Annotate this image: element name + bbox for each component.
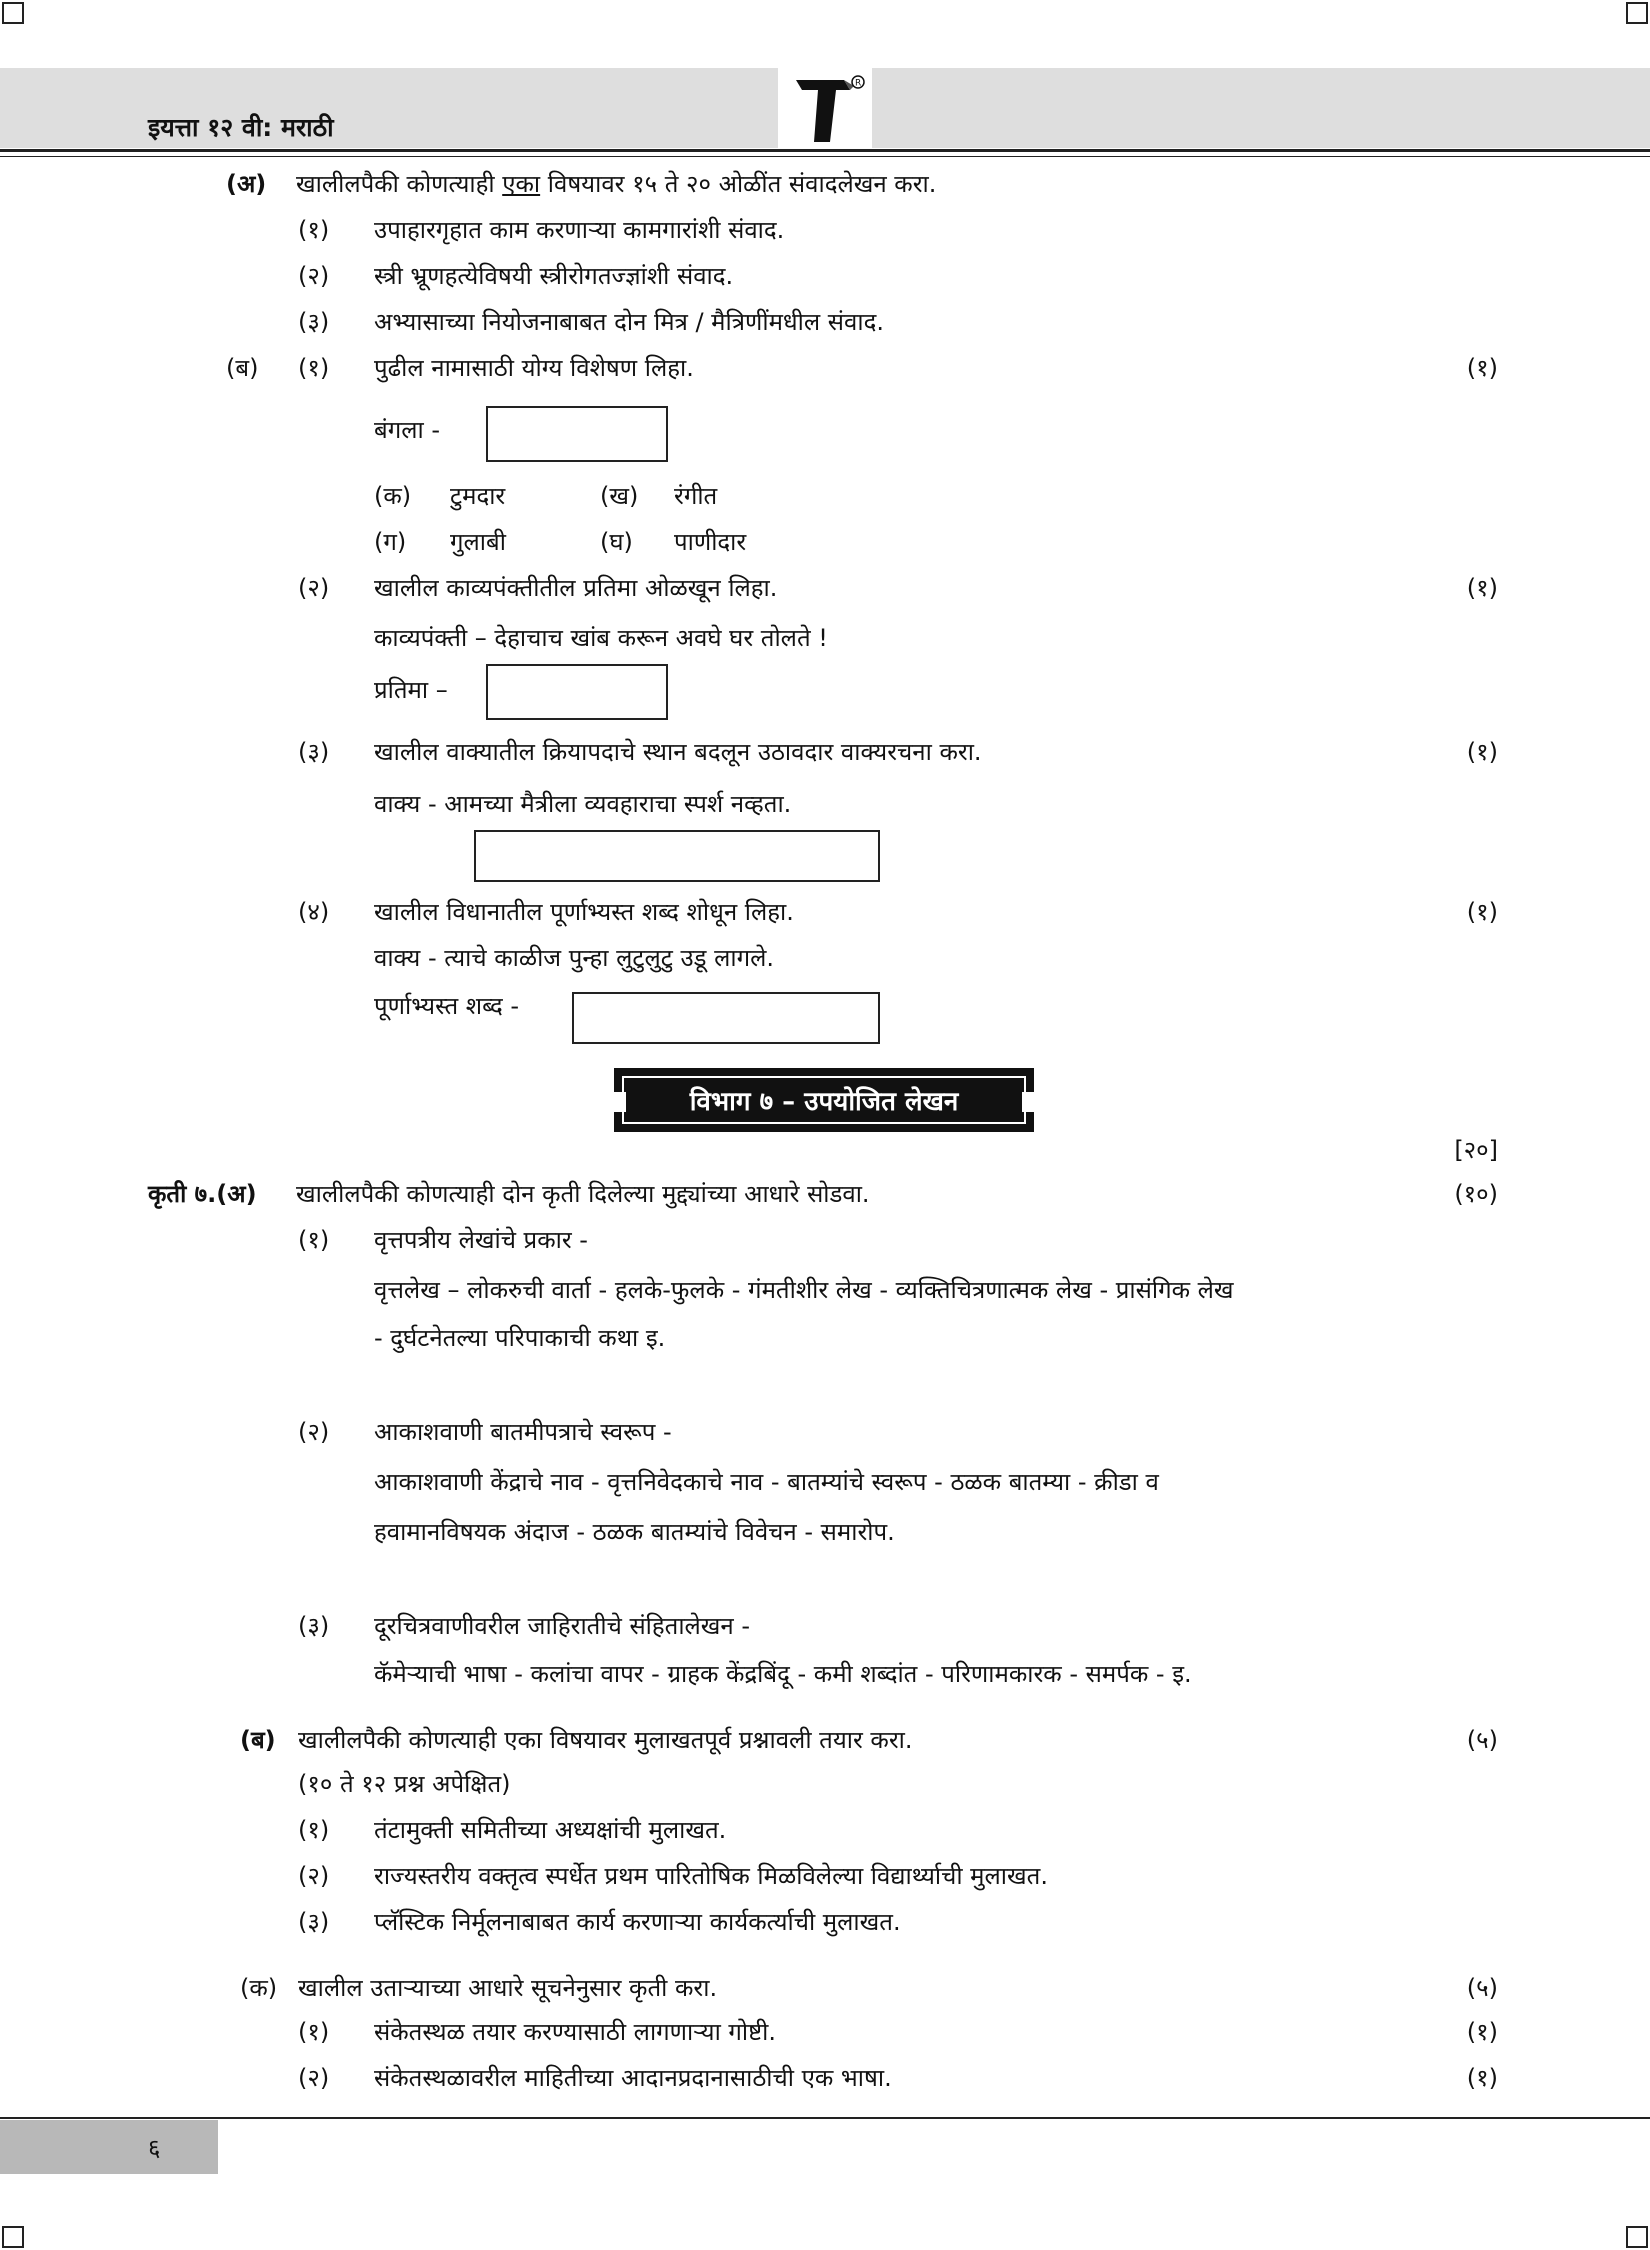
q6b-item2-marks: (१) (1466, 574, 1498, 602)
q7a-item-num: (२) (298, 1418, 330, 1446)
q7a-item-title: दूरचित्रवाणीवरील जाहिरातीचे संहितालेखन - (374, 1612, 751, 1640)
q7b-item-num: (२) (298, 1862, 330, 1890)
q6b-item1-prompt: बंगला - (374, 416, 440, 444)
crop-mark-top-right (1626, 2, 1648, 24)
q7c-item-marks: (१) (1466, 2018, 1498, 2046)
q6b-option-key: (घ) (600, 528, 633, 556)
q6a-instruction-underlined: एका (502, 170, 541, 198)
q6b-item3-marks: (१) (1466, 738, 1498, 766)
section-7-banner (614, 1068, 1034, 1132)
q6b-option-value: पाणीदार (674, 528, 747, 556)
header-rule-thin (0, 156, 1650, 157)
q6b-option-value: रंगीत (674, 482, 718, 510)
q7a-item-points-cont: हवामानविषयक अंदाज - ठळक बातम्यांचे विवेचन - समारोप. (374, 1518, 895, 1546)
section-7-total-marks: [२०] (1454, 1136, 1498, 1164)
q7b-item-num: (३) (298, 1908, 330, 1936)
q6b-item4-line: वाक्य - त्याचे काळीज पुन्हा लुटुलुटु उडू लागले. (374, 944, 775, 972)
q6b-option-key: (ख) (600, 482, 639, 510)
header-rule (0, 149, 1650, 152)
q6a-item-num: (१) (298, 216, 330, 244)
crop-mark-bottom-right (1626, 2226, 1648, 2248)
q6a-instruction-pre: खालीलपैकी कोणत्याही (296, 170, 503, 198)
q6b-item2-num: (२) (298, 574, 330, 602)
q6b-item3-num: (३) (298, 738, 330, 766)
page-header-title: इयत्ता १२ वी: मराठी (148, 113, 334, 142)
q7a-item-num: (१) (298, 1226, 330, 1254)
crop-mark-bottom-left (2, 2226, 24, 2248)
q6b-item2-prompt: प्रतिमा – (374, 676, 448, 704)
q6b-item3-answer-box (474, 830, 880, 882)
q7a-item-points: आकाशवाणी केंद्राचे नाव - वृत्तनिवेदकाचे नाव - बातम्यांचे स्वरूप - ठळक बातम्या - क्रीडा व (374, 1468, 1159, 1496)
q6a-instruction (296, 170, 936, 199)
q7b-item-num: (१) (298, 1816, 330, 1844)
q6b-item1-num: (१) (298, 354, 330, 382)
q6b-option-value: गुलाबी (450, 528, 506, 556)
q6a-label: (अ) (226, 170, 267, 198)
q6b-item3-line: वाक्य - आमच्या मैत्रीला व्यवहाराचा स्पर्श नव्हता. (374, 790, 792, 818)
q7a-item-title: आकाशवाणी बातमीपत्राचे स्वरूप - (374, 1418, 672, 1446)
q7c-item-num: (१) (298, 2018, 330, 2046)
q7a-item-points: कॅमेऱ्याची भाषा - कलांचा वापर - ग्राहक केंद्रबिंदू - कमी शब्दांत - परिणामकारक - समर्पक - इ. (374, 1660, 1192, 1688)
q7a-item-points: वृत्तलेख – लोकरुची वार्ता - हलके-फुलके - गंमतीशीर लेख - व्यक्तिचित्रणात्मक लेख - प्रासंगिक लेख (374, 1276, 1234, 1304)
q6a-item-text: स्त्री भ्रूणहत्येविषयी स्त्रीरोगतज्ज्ञांशी संवाद. (374, 262, 734, 290)
q7a-item-title: वृत्तपत्रीय लेखांचे प्रकार - (374, 1226, 588, 1254)
q6b-item1-text: पुढील नामासाठी योग्य विशेषण लिहा. (374, 354, 694, 382)
q7c-marks: (५) (1466, 1974, 1498, 2002)
q6a-item-text: अभ्यासाच्या नियोजनाबाबत दोन मित्र / मैत्रिणींमधील संवाद. (374, 308, 884, 336)
q7b-marks: (५) (1466, 1726, 1498, 1754)
q6a-item-text: उपाहारगृहात काम करणाऱ्या कामगारांशी संवाद. (374, 216, 785, 244)
q7b-instruction: खालीलपैकी कोणत्याही एका विषयावर मुलाखतपूर्व प्रश्नावली तयार करा. (298, 1726, 913, 1754)
footer-rule (0, 2117, 1650, 2119)
q6b-item4-num: (४) (298, 898, 330, 926)
q6b-item1-answer-box (486, 406, 668, 462)
q6b-label: (ब) (226, 354, 259, 382)
q6a-instruction-post: विषयावर १५ ते २० ओळींत संवादलेखन करा. (540, 170, 937, 198)
q7c-instruction: खालील उताऱ्याच्या आधारे सूचनेनुसार कृती करा. (298, 1974, 718, 2002)
q6b-item2-line: काव्यपंक्ती – देहाचाच खांब करून अवघे घर तोलते ! (374, 624, 828, 652)
q7b-item-text: राज्यस्तरीय वक्तृत्व स्पर्धेत प्रथम पारितोषिक मिळविलेल्या विद्यार्थ्याची मुलाखत. (374, 1862, 1048, 1890)
q7a-marks: (१०) (1454, 1180, 1498, 1208)
q6b-item4-marks: (१) (1466, 898, 1498, 926)
footer-band (0, 2120, 218, 2174)
q6b-item1-marks: (१) (1466, 354, 1498, 382)
q7b-item-text: तंटामुक्ती समितीच्या अध्यक्षांची मुलाखत. (374, 1816, 727, 1844)
q7c-item-text: संकेतस्थळ तयार करण्यासाठी लागणाऱ्या गोष्टी. (374, 2018, 777, 2046)
q7a-label: कृती ७.(अ) (148, 1180, 257, 1208)
q7b-item-text: प्लॅस्टिक निर्मूलनाबाबत कार्य करणाऱ्या कार्यकर्त्याची मुलाखत. (374, 1908, 901, 1936)
crop-mark-top-left (2, 2, 24, 24)
q6b-option-key: (क) (374, 482, 412, 510)
q7b-label: (ब) (240, 1726, 276, 1754)
q7c-item-num: (२) (298, 2064, 330, 2092)
page-number: ६ (148, 2134, 161, 2162)
q6b-option-value: टुमदार (450, 482, 506, 510)
q6b-item4-prompt: पूर्णाभ्यस्त शब्द - (374, 992, 520, 1020)
q6b-item2-answer-box (486, 664, 668, 720)
q7b-note: (१० ते १२ प्रश्न अपेक्षित) (298, 1770, 511, 1798)
q6b-option-key: (ग) (374, 528, 407, 556)
q7a-item-num: (३) (298, 1612, 330, 1640)
q7c-item-text: संकेतस्थळावरील माहितीच्या आदानप्रदानासाठीची एक भाषा. (374, 2064, 892, 2092)
q6b-item4-text: खालील विधानातील पूर्णाभ्यस्त शब्द शोधून लिहा. (374, 898, 794, 926)
q7c-label: (क) (240, 1974, 278, 2002)
q6b-item4-answer-box (572, 992, 880, 1044)
q6a-item-num: (२) (298, 262, 330, 290)
q7a-instruction: खालीलपैकी कोणत्याही दोन कृती दिलेल्या मुद्द्यांच्या आधारे सोडवा. (296, 1180, 870, 1208)
section-7-title: विभाग ७ – उपयोजित लेखन (622, 1076, 1026, 1124)
q7a-item-points-cont: - दुर्घटनेतल्या परिपाकाची कथा इ. (374, 1324, 666, 1352)
q7c-item-marks: (१) (1466, 2064, 1498, 2092)
publisher-t-logo-icon (788, 74, 868, 148)
q6b-item2-text: खालील काव्यपंक्तीतील प्रतिमा ओळखून लिहा. (374, 574, 778, 602)
q6a-item-num: (३) (298, 308, 330, 336)
svg-text:R: R (855, 78, 862, 89)
q6b-item3-text: खालील वाक्यातील क्रियापदाचे स्थान बदलून उठावदार वाक्यरचना करा. (374, 738, 982, 766)
